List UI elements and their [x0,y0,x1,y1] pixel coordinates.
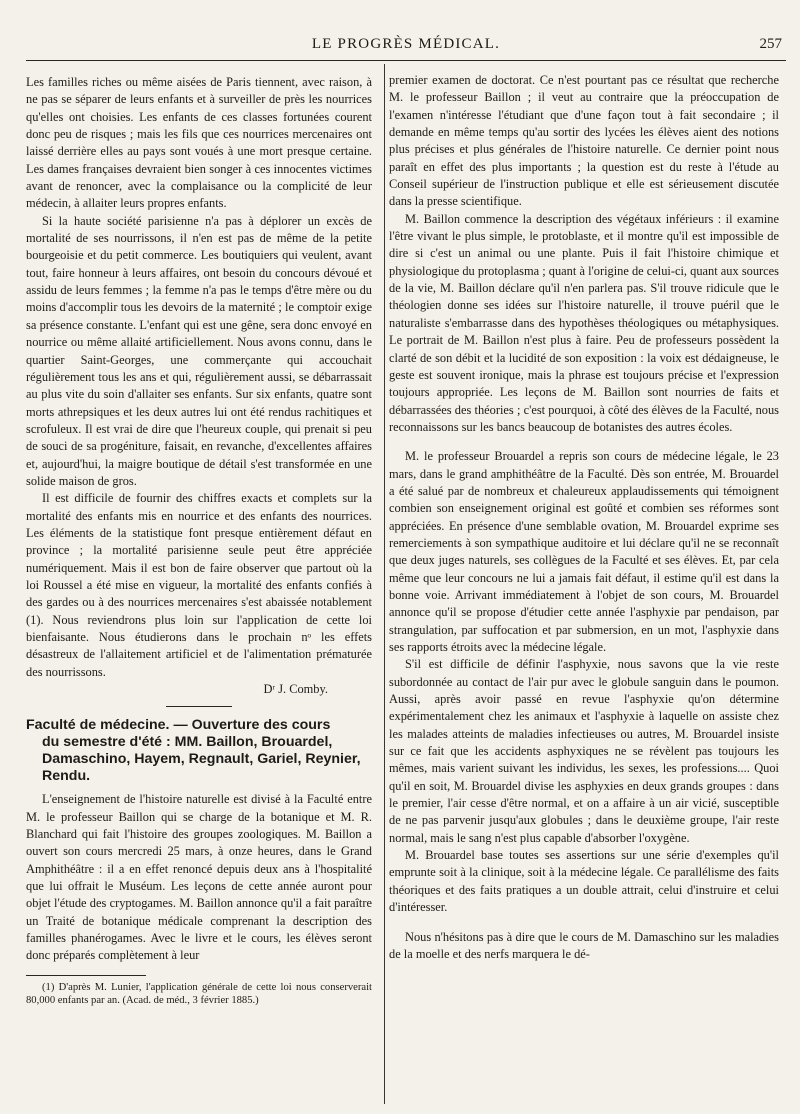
paragraph: M. le professeur Brouardel a repris son cours de médecine légale, le 23 mars, dans le grand amphithéâtre de la Faculté. Dès son entrée, M. Brouardel a été salué par de nombreux et chaleureux applaudissements qui témoignent combien son enseignement original est goûté et combien ses réformes sont appréciées. En présence d'une semblable ovation, M. Brouardel exprime ses remerciements à son sympathique auditoire et lui déclare qu'il ne se reconnaît que deux juges naturels, ses collègues de la Faculté et ses élèves. Et, par cela même que leur concours ne lui a jamais fait défaut, il estime qu'il est dans la bonne voie. Arrivant immédiatement à l'objet de son cours, M. Brouardel annonce qu'il se propose d'étudier cette année l'asphyxie par pendaison, par strangulation, par suffocation et par submersion, en un mot, l'asphyxie dans ses rapports étroits avec la médecine légale. [389,449,779,654]
paragraph: S'il est difficile de définir l'asphyxie, nous savons que la vie reste subordonnée au contact de l'air pur avec le globule sanguin dans le poumon. Aussi, après avoir passé en revue l'asphyxie qu'on détermine expérimentalement chez les animaux et l'asphyxie à laquelle on assiste chez les malades atteints de maladies infectieuses ou autres, M. Brouardel insiste sur ce fait que les accidents asphyxiques ne se révèlent pas toujours les mêmes, mais varient suivant les individus, les sexes, les professions.... Quoi qu'il en soit, M. Brouardel divise les asphyxies en deux grands groupes : dans le premier, l'air cesse d'être normal, et on a affaire à un air vicié, susceptible de ne pas parvenir jusqu'aux globules ; dans le deuxième groupe, l'air reste normal, mais le sang n'est plus capable d'absorber l'oxygène. [389,657,779,845]
paragraph: Il est difficile de fournir des chiffres exacts et complets sur la mortalité des enfants mis en nourrice et des enfants des nourrices. Les éléments de la statistique font presque entièrement défaut en province ; la mortalité parisienne seule peut être appréciée numériquement. Mais il est bon de faire observer que partout où la loi Roussel a été mise en vigueur, la mortalité des enfants confiés à des gardes ou à des nourrices mercenaires s'est abaissée notablement (1). Nous reviendrons plus loin sur l'application de cette loi bienfaisante. Nous étudierons dans le prochain nᵒ les effets désastreux de l'allaitement artificiel et de l'alimentation prématurée des nourrissons. [26,491,372,679]
paragraph: M. Baillon commence la description des végétaux inférieurs : il examine l'être vivant le plus simple, le protoblaste, et il montre qu'il est impossible de dire si c'est un animal ou une plante. Puis il fait l'histoire chimique et physiologique du protoplasma ; quant à l'origine de celui-ci, quant aux sources de la vie, M. Baillon déclare qu'il n'en parlera pas. S'il trouve ridicule que le théologien donne ses idées sur l'histoire naturelle, il trouve puéril que le naturaliste s'embarrasse dans des hypothèses théologiques ou métaphysiques. Le portrait de M. Baillon n'est plus à faire. Peu de professeurs possèdent la clarté de son débit et la lucidité de son exposition : la voix est dédaigneuse, le geste est souvent ironique, mais la phrase est toujours précise et l'expression toujours appropriée. Les leçons de M. Baillon sont nourries de faits et débarrassées des théories ; c'est pourquoi, à côté des élèves de la Faculté, nous reconnaissons sur les bancs beaucoup de botanistes des autres écoles. [389,211,779,434]
paragraph: Si la haute société parisienne n'a pas à déplorer un excès de mortalité de ses nourrissons, il n'en est pas de même de la petite bourgeoisie et du petit commerce. Les boutiquiers qui veulent, avant tout, faire honneur à leurs affaires, ont besoin du concours dévoué et assidu de leurs femmes ; la femme n'a pas le temps d'être mère ou du moins d'accomplir tous les devoirs de la maternité ; le comptoir exige sa présence constante. L'enfant qui est une gêne, sera donc envoyé en nourrice ou même allaité artificiellement. Nous avons connu, dans le quartier Saint-Georges, une commerçante qui accouchait régulièrement tous les ans et qui, régulièrement aussi, se débarrassait au plus vite du soin d'allaiter ses enfants. Sur six enfants, quatre sont morts athrepsiques et les deux autres lui ont été rendus rachitiques et scrofuleux. Il est vrai de dire que l'heureux couple, qui prenait si peu de souci de sa progéniture, faisait, en revanche, d'excellentes affaires et, aujourd'hui, la maigre boutique de détail s'est transformée en une solide maison de gros. [26,213,372,488]
footnote-divider [26,975,146,976]
section-heading-line: du semestre d'été : MM. Baillon, Brouardel, [42,734,333,751]
section-heading [26,717,372,785]
right-column [389,72,779,963]
paragraph: L'enseignement de l'histoire naturelle est divisé à la Faculté entre M. le professeur Baillon qui se charge de la botanique et M. R. Blanchard qui fait l'histoire des groupes zoologiques. M. Baillon a ouvert son cours mercredi 25 mars, à onze heures, dans le Grand Amphithéâtre : il a en effet renoncé depuis deux ans à l'hospitalité que lui offrait le Muséum. Les leçons de cette année auront pour objet l'étude des cryptogames. M. Baillon annonce qu'il a fait paraître un Traité de botanique médicale comprenant la description des familles phanérogames. Avec le livre et le cours, les élèves seront donc préparés complètement à leur [26,792,372,963]
footnote: (1) D'après M. Lunier, l'application générale de cette loi nous conserverait 80,000 enfants par an. (Acad. de méd., 3 février 1885.) [26,981,372,1007]
running-header [26,36,786,61]
left-column [26,74,372,1008]
section-heading-line: Faculté de médecine. — Ouverture des cours [26,717,331,734]
section-heading-line: Damaschino, Hayem, Regnault, Gariel, Reynier, Rendu. [42,751,361,785]
section-divider [166,706,232,707]
author-signature: Dʳ J. Comby. [263,682,328,697]
paragraph: M. Brouardel base toutes ses assertions sur une série d'exemples qu'il emprunte soit à la clinique, soit à la médecine légale. Ce parallélisme des faits théoriques et des faits pratiques a un double attrait, celui d'instruire et celui d'intéresser. [389,848,779,915]
paragraph: premier examen de doctorat. Ce n'est pourtant pas ce résultat que recherche M. le professeur Baillon ; il veut au contraire que la préoccupation de l'examen n'intéresse l'étudiant que d'une façon tout à fait secondaire ; il demande en même temps qu'au sortir des lycées les élèves aient des notions plus précises et plus générales de l'histoire naturelle. Ce dernier point nous paraît en effet des plus importants ; la question est du reste à l'étude au Conseil supérieur de l'instruction publique et elle est sérieusement discutée dans la presse scientifique. [389,73,779,209]
journal-title: LE PROGRÈS MÉDICAL. [311,36,501,52]
page-number: 257 [759,36,782,52]
column-divider [384,64,385,1104]
paragraph: Les familles riches ou même aisées de Paris tiennent, avec raison, à ne pas se séparer de leurs enfants et à surveiller de près les nourrices qu'elles ont choisies. Les enfants de ces classes fortunées courent donc peu de risques ; mais les fils que ces nourrices mercenaires ont laissé derrière elles au pays sont voués à une mort presque certaine. Les dames françaises devraient bien songer à ces innocentes victimes avant de renoncer, avec la complaisance ou la complicité de leur médecin, à allaiter leurs propres enfants. [26,75,372,211]
paragraph: Nous n'hésitons pas à dire que le cours de M. Damaschino sur les maladies de la moelle et des nerfs marquera le dé- [389,929,779,961]
